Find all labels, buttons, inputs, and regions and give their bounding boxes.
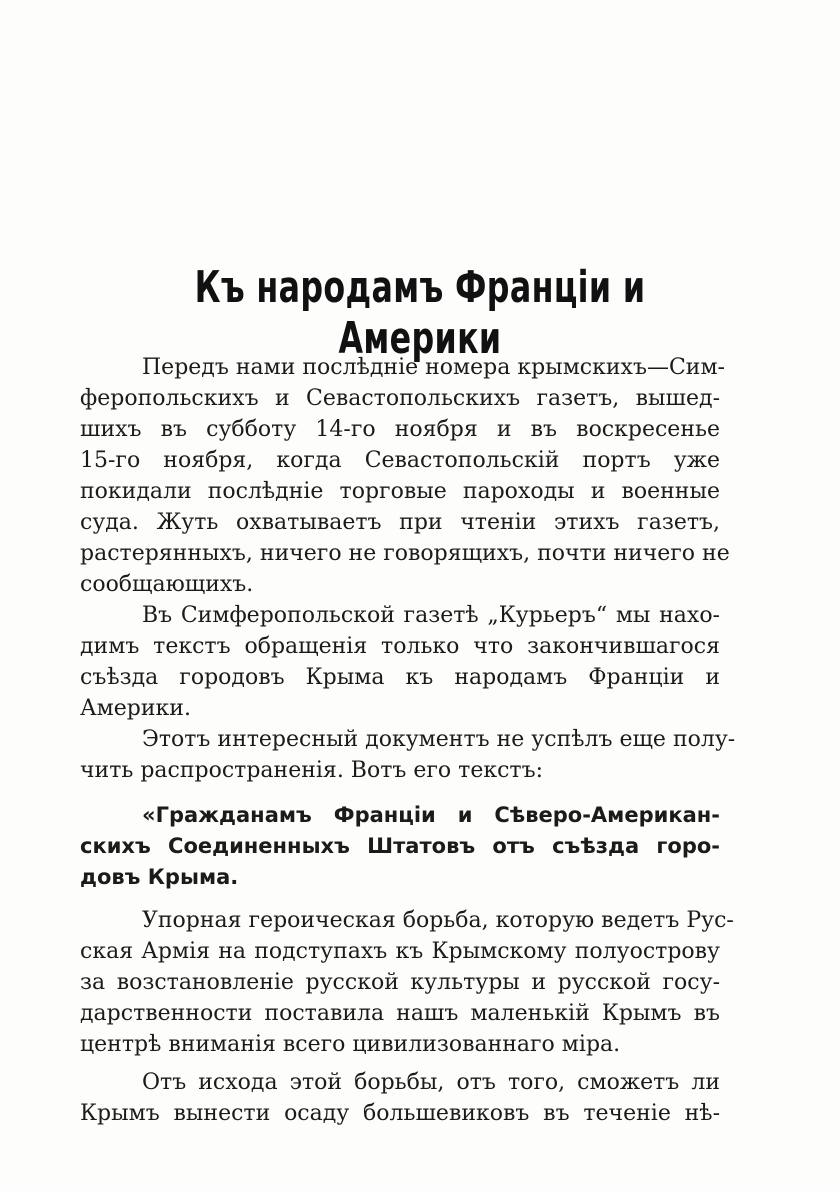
text-line: Крымъ вынести осаду большевиковъ въ теченіе нѣ-: [80, 1101, 720, 1126]
text-line: 15-го ноября, когда Севастопольскій портъ уже: [80, 448, 720, 473]
text-line: суда. Жуть охватываетъ при чтеніи этихъ газетъ,: [80, 510, 720, 535]
text-line: димъ текстъ обращенія только что закончившагося: [80, 634, 720, 659]
text-line: дарственности поставила нашъ маленькій Крымъ въ: [80, 1001, 720, 1026]
text-line: растерянныхъ, ничего не говорящихъ, почти ничего не: [80, 541, 730, 566]
text-line: ская Армія на подступахъ къ Крымскому полуострову: [80, 939, 720, 964]
text-line: Этотъ интересный документъ не успѣлъ еще полу-: [142, 727, 736, 752]
text-line: центрѣ вниманія всего цивилизованнаго міра.: [80, 1032, 621, 1057]
text-line: покидали послѣдніе торговые пароходы и военные: [80, 479, 720, 504]
quoted-heading-line: довъ Крыма.: [80, 865, 239, 889]
page-title: Къ народамъ Франціи и Америки: [194, 262, 646, 364]
text-line: Отъ исхода этой борьбы, отъ того, сможетъ ли: [142, 1070, 720, 1095]
text-line: шихъ въ субботу 14-го ноября и въ воскресенье: [80, 417, 720, 442]
text-line: сообщающихъ.: [80, 572, 254, 597]
text-line: за возстановленіе русской культуры и русской госу-: [80, 970, 720, 995]
text-line: Въ Симферопольской газетѣ „Курьеръ“ мы нахо-: [142, 603, 720, 628]
text-line: Упорная героическая борьба, которую ведетъ Рус-: [142, 908, 734, 933]
quoted-heading-line: «Гражданамъ Франціи и Сѣверо-Американ-: [142, 803, 720, 827]
quoted-heading-line: скихъ Соединенныхъ Штатовъ отъ съѣзда горо-: [80, 834, 720, 858]
text-line: Передъ нами послѣдніе номера крымскихъ—Сим-: [142, 355, 725, 380]
text-line: феропольскихъ и Севастопольскихъ газетъ, вышед-: [80, 386, 720, 411]
text-line: съѣзда городовъ Крыма къ народамъ Франціи и: [80, 665, 720, 690]
text-line: Америки.: [80, 696, 191, 721]
text-line: чить распространенія. Вотъ его текстъ:: [80, 758, 543, 783]
